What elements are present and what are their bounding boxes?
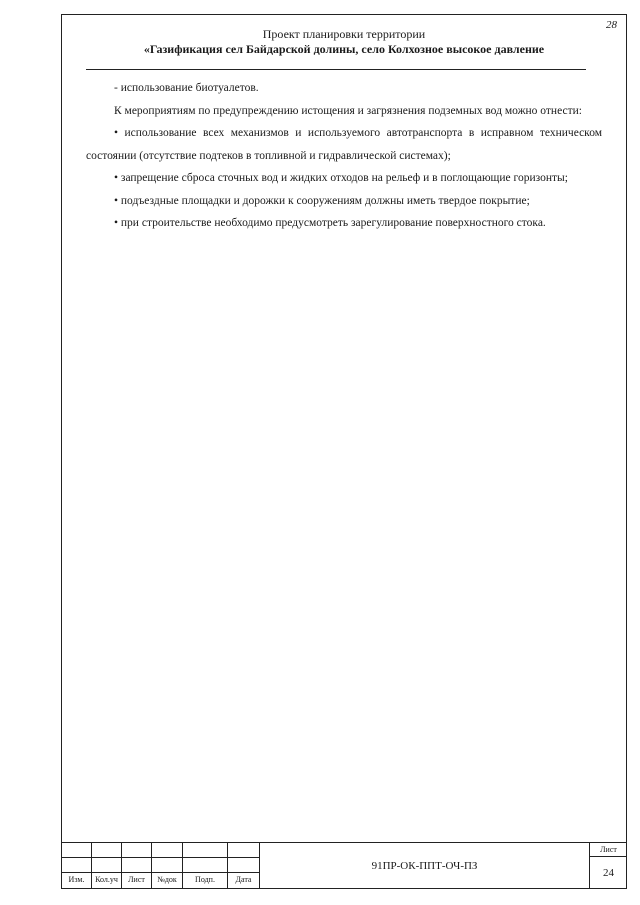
document-header bbox=[62, 27, 626, 57]
stamp-cell bbox=[152, 858, 183, 873]
title-block bbox=[62, 842, 626, 888]
bullet-vehicles-condition: • использование всех механизмов и используемого автотранспорта в исправном техническом состоянии (отсутствие подтеков в топливной и гидравлической системах); bbox=[86, 127, 602, 162]
header-divider bbox=[86, 69, 586, 70]
stamp-cell bbox=[62, 858, 92, 873]
stamp-cell bbox=[92, 843, 122, 858]
column-label-doc-number: №док bbox=[152, 873, 183, 888]
stamp-cell bbox=[152, 843, 183, 858]
column-label-date: Дата bbox=[228, 873, 260, 888]
bullet-discharge-ban: • запрещение сброса сточных вод и жидких отходов на рельеф и в поглощающие горизонты; bbox=[114, 172, 568, 184]
document-body bbox=[86, 77, 602, 235]
revision-table bbox=[62, 843, 260, 888]
paragraph-biotoilets: - использование биотуалетов. bbox=[114, 82, 259, 94]
stamp-cell bbox=[228, 858, 260, 873]
sheet-label: Лист bbox=[590, 843, 627, 857]
header-subtitle: «Газификация сел Байдарской долины, село Колхозное высокое давление bbox=[143, 42, 545, 56]
column-label-sheet: Лист bbox=[122, 873, 152, 888]
stamp-cell bbox=[183, 858, 228, 873]
paragraph-measures-intro: К мероприятиям по предупреждению истощения и загрязнения подземных вод можно отнести: bbox=[114, 104, 582, 117]
sheet-number: 24 bbox=[603, 866, 614, 879]
sheet-box bbox=[590, 843, 627, 888]
column-label-count: Кол.уч bbox=[92, 873, 122, 888]
page-number: 28 bbox=[606, 19, 617, 31]
column-label-signature: Подп. bbox=[183, 873, 228, 888]
stamp-cell bbox=[122, 858, 152, 873]
page-frame bbox=[61, 14, 627, 889]
stamp-cell bbox=[228, 843, 260, 858]
document-code: 91ПР-ОК-ППТ-ОЧ-ПЗ bbox=[260, 843, 590, 888]
stamp-cell bbox=[92, 858, 122, 873]
bullet-hard-surface: • подъездные площадки и дорожки к сооружениям должны иметь твердое покрытие; bbox=[114, 194, 530, 207]
column-label-change: Изм. bbox=[62, 873, 92, 888]
bullet-runoff-regulation: • при строительстве необходимо предусмотреть зарегулирование поверхностного стока. bbox=[114, 217, 546, 229]
header-title: Проект планировки территории bbox=[262, 27, 426, 41]
stamp-cell bbox=[62, 843, 92, 858]
stamp-cell bbox=[183, 843, 228, 858]
stamp-cell bbox=[122, 843, 152, 858]
